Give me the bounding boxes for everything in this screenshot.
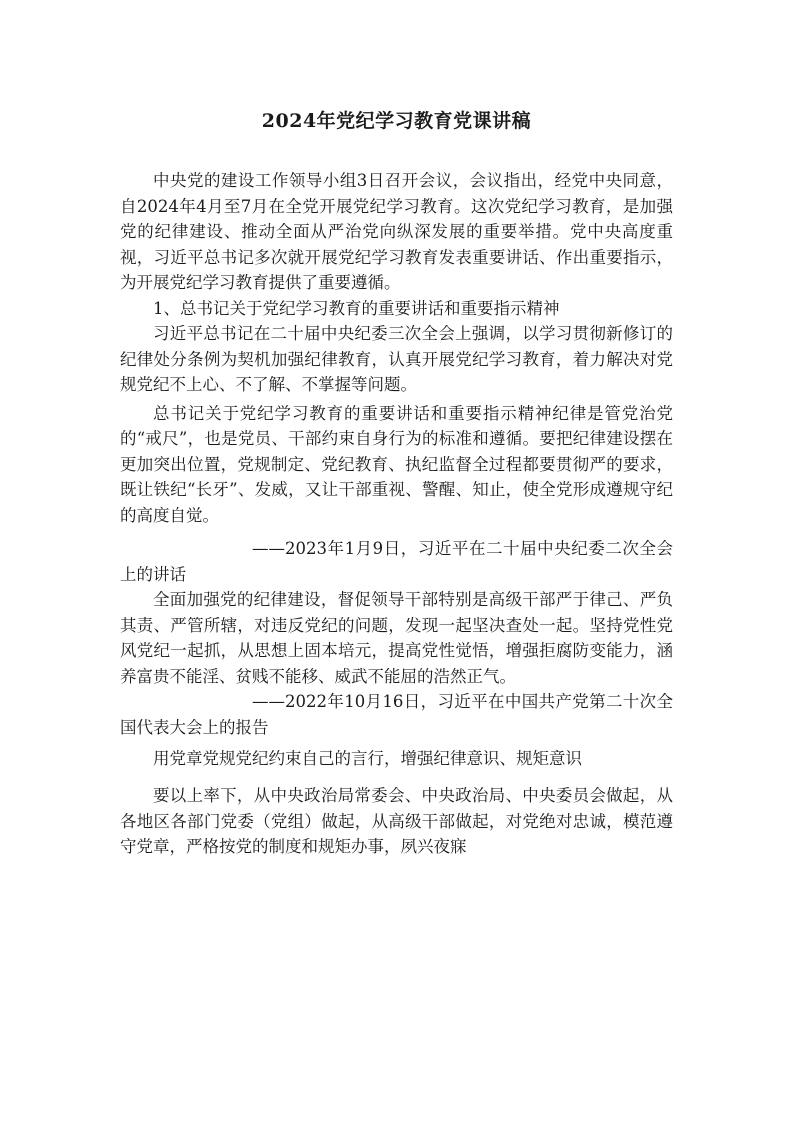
paragraph: 全面加强党的纪律建设，督促领导干部特别是高级干部严于律己、严负其责、严管所辖，对违反党纪的问题，发现一起坚决查处一起。坚持党性党风党纪一起抓，从思想上固本培元，提高党性觉悟，增强拒腐防变能力，涵养富贵不能淫、贫贱不能移、威武不能屈的浩然正气。 [120,590,673,686]
paragraph-heading: 用党章党规党纪约束自己的言行，增强纪律意识、规矩意识 [153,749,582,768]
quote-source: ——2023年1月9日，习近平在二十届中央纪委二次全会上的讲话 [120,539,673,584]
quote-source: ——2022年10月16日，习近平在中国共产党第二十次全国代表大会上的报告 [120,692,673,737]
paragraph-intro: 中央党的建设工作领导小组3日召开会议，会议指出，经党中央同意，自2024年4月至7月在全党开展党纪学习教育。这次党纪学习教育，是加强党的纪律建设、推动全面从严治党向纵深发展的重要举措。党中央高度重视，习近平总书记多次就开展党纪学习教育发表重要讲话、作出重要指示，为开展党纪学习教育提供了重要遵循。 [120,171,673,292]
section-heading: 1、总书记关于党纪学习教育的重要讲话和重要指示精神 [153,298,560,318]
document-body [120,168,673,860]
paragraph: 要以上率下，从中央政治局常委会、中央政治局、中央委员会做起，从各地区各部门党委（党组）做起，从高级干部做起，对党绝对忠诚，模范遵守党章，严格按党的制度和规矩办事，夙兴夜寐 [120,786,673,856]
paragraph: 总书记关于党纪学习教育的重要讲话和重要指示精神纪律是管党治党的“戒尺”，也是党员、干部约束自身行为的标准和遵循。要把纪律建设摆在更加突出位置，党规制定、党纪教育、执纪监督全过程都要贯彻严的要求，既让铁纪“长牙”、发威，又让干部重视、警醒、知止，使全党形成遵规守纪的高度自觉。 [120,403,673,525]
paragraph: 习近平总书记在二十届中央纪委三次全会上强调，以学习贯彻新修订的纪律处分条例为契机加强纪律教育，认真开展党纪学习教育，着力解决对党规党纪不上心、不了解、不掌握等问题。 [120,324,673,394]
document-title: 2024年党纪学习教育党课讲稿 [261,110,532,132]
